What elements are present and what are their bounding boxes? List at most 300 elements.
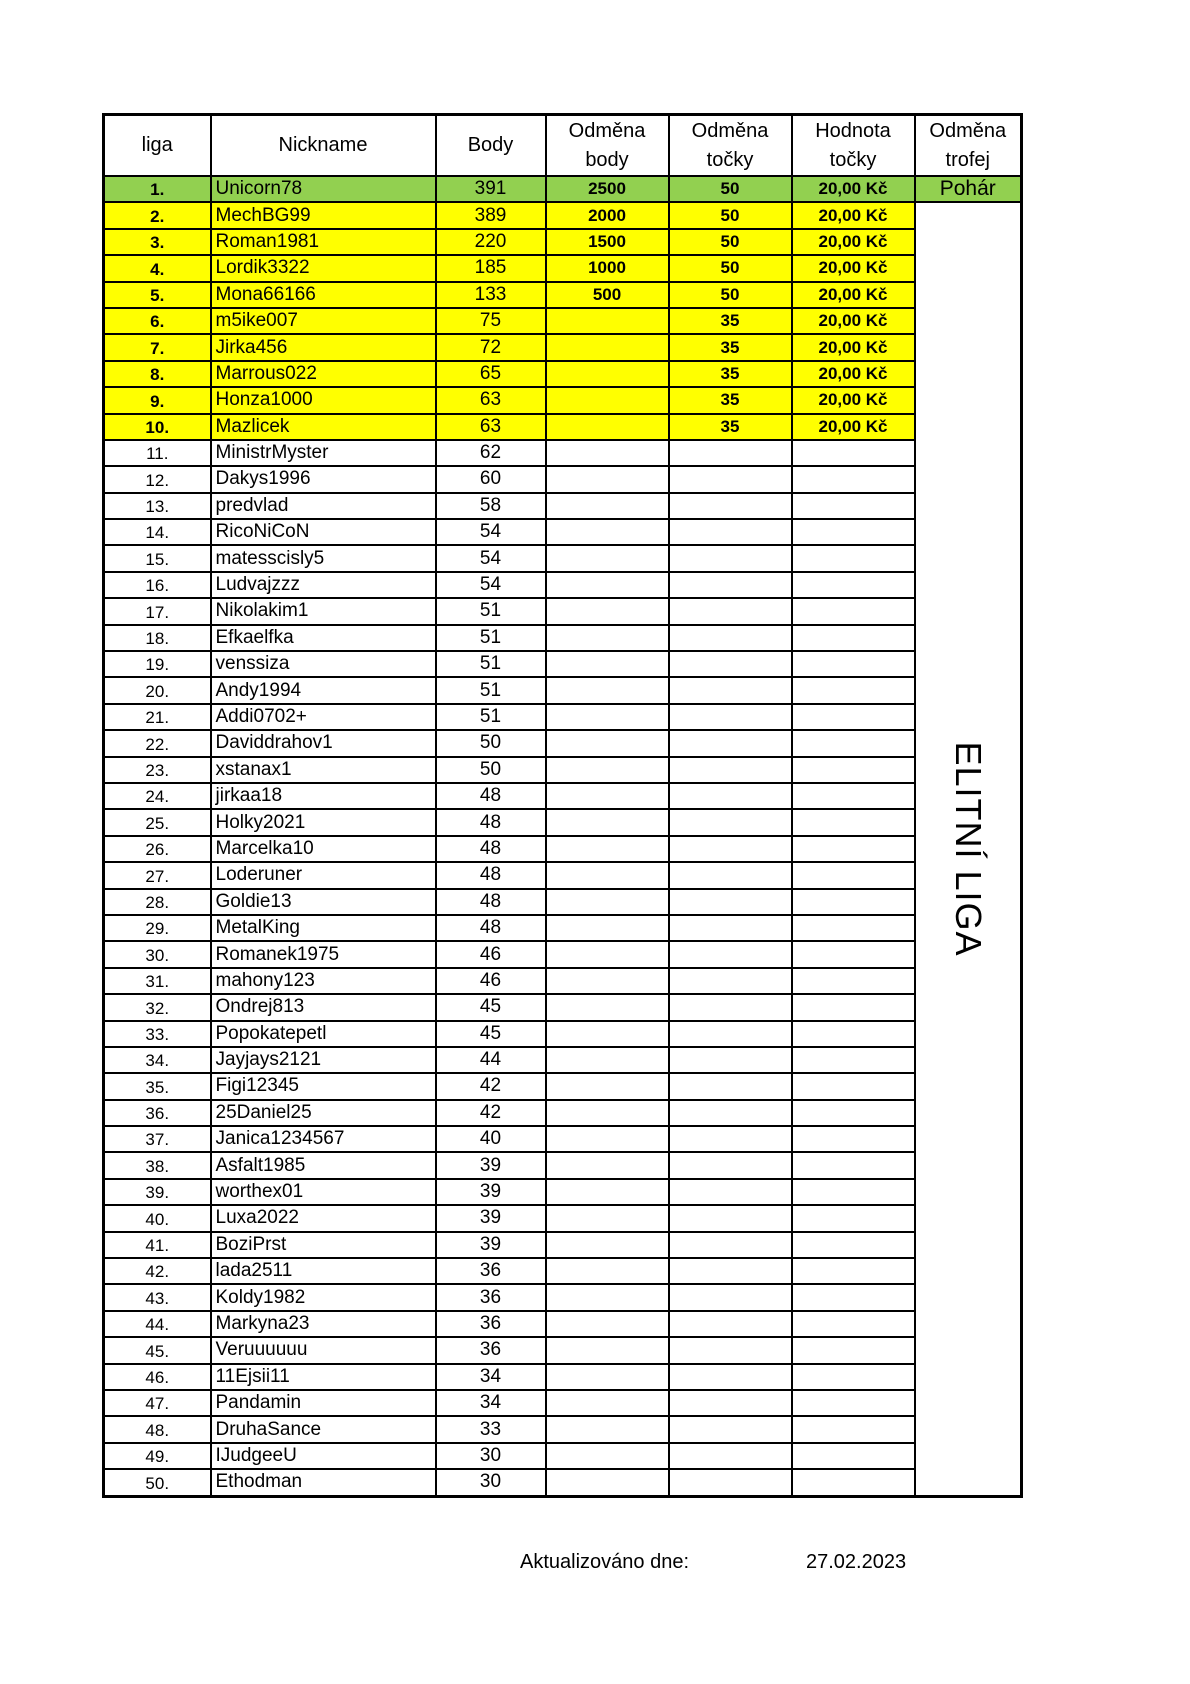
rank-cell: 31. [104, 968, 211, 994]
nickname-cell: Efkaelfka [211, 625, 436, 651]
tocky-value-cell [792, 1232, 915, 1258]
tocky-value-cell: 20,00 Kč [792, 308, 915, 334]
rank-cell: 37. [104, 1126, 211, 1152]
reward-tocky-cell [669, 625, 792, 651]
reward-points-cell [546, 1284, 669, 1310]
elite-league-label: ELITNÍ LIGA [947, 741, 989, 957]
nickname-cell: Holky2021 [211, 809, 436, 835]
nickname-cell: Asfalt1985 [211, 1152, 436, 1178]
nickname-cell: mahony123 [211, 968, 436, 994]
reward-points-cell [546, 1021, 669, 1047]
rank-cell: 44. [104, 1311, 211, 1337]
nickname-cell: Unicorn78 [211, 176, 436, 202]
tocky-value-cell [792, 1126, 915, 1152]
tocky-value-cell [792, 730, 915, 756]
reward-points-cell: 1500 [546, 229, 669, 255]
tocky-value-cell: 20,00 Kč [792, 255, 915, 281]
reward-points-cell [546, 836, 669, 862]
points-cell: 39 [436, 1152, 546, 1178]
table-row [104, 625, 1022, 651]
rank-cell: 21. [104, 704, 211, 730]
points-cell: 39 [436, 1205, 546, 1231]
reward-tocky-cell [669, 941, 792, 967]
points-cell: 72 [436, 334, 546, 360]
tocky-value-cell [792, 1469, 915, 1496]
reward-tocky-cell [669, 545, 792, 571]
reward-points-cell [546, 493, 669, 519]
rank-cell: 20. [104, 677, 211, 703]
reward-tocky-cell [669, 1258, 792, 1284]
nickname-cell: RicoNiCoN [211, 519, 436, 545]
table-row [104, 1364, 1022, 1390]
reward-tocky-cell [669, 1416, 792, 1442]
table-row [104, 1179, 1022, 1205]
nickname-cell: Roman1981 [211, 229, 436, 255]
reward-tocky-cell [669, 1232, 792, 1258]
rank-cell: 18. [104, 625, 211, 651]
rank-cell: 49. [104, 1443, 211, 1469]
table-row [104, 176, 1022, 202]
tocky-value-cell [792, 625, 915, 651]
rank-cell: 36. [104, 1100, 211, 1126]
reward-tocky-cell [669, 915, 792, 941]
reward-points-cell [546, 545, 669, 571]
reward-points-cell [546, 1443, 669, 1469]
reward-tocky-cell [669, 809, 792, 835]
points-cell: 51 [436, 598, 546, 624]
reward-tocky-cell: 35 [669, 414, 792, 440]
reward-points-cell [546, 1390, 669, 1416]
points-cell: 30 [436, 1469, 546, 1496]
reward-points-cell [546, 1258, 669, 1284]
reward-points-cell [546, 572, 669, 598]
tocky-value-cell [792, 545, 915, 571]
reward-points-cell [546, 1073, 669, 1099]
reward-tocky-cell [669, 1152, 792, 1178]
reward-tocky-cell: 50 [669, 229, 792, 255]
header-odmena-tocky: Odměna točky [669, 115, 792, 177]
tocky-value-cell [792, 1179, 915, 1205]
table-row [104, 1337, 1022, 1363]
points-cell: 75 [436, 308, 546, 334]
updated-date: 27.02.2023 [806, 1551, 907, 1573]
rank-cell: 48. [104, 1416, 211, 1442]
reward-points-cell [546, 968, 669, 994]
nickname-cell: MechBG99 [211, 202, 436, 228]
header-liga: liga [104, 115, 211, 177]
points-cell: 58 [436, 493, 546, 519]
nickname-cell: Romanek1975 [211, 941, 436, 967]
tocky-value-cell [792, 1100, 915, 1126]
tocky-value-cell [792, 519, 915, 545]
table-row [104, 598, 1022, 624]
nickname-cell: Lordik3322 [211, 255, 436, 281]
rank-cell: 32. [104, 994, 211, 1020]
header-nickname: Nickname [211, 115, 436, 177]
tocky-value-cell [792, 1021, 915, 1047]
rank-cell: 13. [104, 493, 211, 519]
table-row [104, 387, 1022, 413]
table-row [104, 730, 1022, 756]
nickname-cell: Daviddrahov1 [211, 730, 436, 756]
rank-cell: 27. [104, 862, 211, 888]
nickname-cell: xstanax1 [211, 757, 436, 783]
rank-cell: 43. [104, 1284, 211, 1310]
tocky-value-cell [792, 783, 915, 809]
nickname-cell: Pandamin [211, 1390, 436, 1416]
tocky-value-cell: 20,00 Kč [792, 176, 915, 202]
nickname-cell: IJudgeeU [211, 1443, 436, 1469]
reward-points-cell [546, 625, 669, 651]
rank-cell: 47. [104, 1390, 211, 1416]
points-cell: 46 [436, 941, 546, 967]
tocky-value-cell [792, 677, 915, 703]
reward-tocky-cell [669, 1337, 792, 1363]
tocky-value-cell [792, 1311, 915, 1337]
reward-points-cell [546, 1047, 669, 1073]
points-cell: 51 [436, 625, 546, 651]
nickname-cell: Koldy1982 [211, 1284, 436, 1310]
tocky-value-cell [792, 915, 915, 941]
points-cell: 51 [436, 704, 546, 730]
table-row [104, 941, 1022, 967]
reward-tocky-cell [669, 783, 792, 809]
table-row [104, 915, 1022, 941]
points-cell: 185 [436, 255, 546, 281]
reward-points-cell [546, 704, 669, 730]
nickname-cell: 11Ejsii11 [211, 1364, 436, 1390]
reward-points-cell [546, 757, 669, 783]
reward-tocky-cell [669, 519, 792, 545]
reward-points-cell: 500 [546, 282, 669, 308]
rank-cell: 4. [104, 255, 211, 281]
table-row [104, 519, 1022, 545]
league-table-body [104, 176, 1022, 1496]
table-row [104, 361, 1022, 387]
table-row [104, 1047, 1022, 1073]
table-row [104, 1390, 1022, 1416]
rank-cell: 6. [104, 308, 211, 334]
table-row [104, 1100, 1022, 1126]
nickname-cell: Nikolakim1 [211, 598, 436, 624]
rank-cell: 23. [104, 757, 211, 783]
reward-points-cell [546, 1311, 669, 1337]
table-row [104, 414, 1022, 440]
points-cell: 34 [436, 1390, 546, 1416]
table-row [104, 836, 1022, 862]
table-row [104, 202, 1022, 228]
tocky-value-cell [792, 1390, 915, 1416]
points-cell: 48 [436, 862, 546, 888]
table-row [104, 968, 1022, 994]
points-cell: 48 [436, 915, 546, 941]
points-cell: 54 [436, 572, 546, 598]
nickname-cell: DruhaSance [211, 1416, 436, 1442]
nickname-cell: worthex01 [211, 1179, 436, 1205]
tocky-value-cell: 20,00 Kč [792, 202, 915, 228]
rank-cell: 45. [104, 1337, 211, 1363]
tocky-value-cell [792, 1152, 915, 1178]
points-cell: 36 [436, 1258, 546, 1284]
tocky-value-cell: 20,00 Kč [792, 387, 915, 413]
reward-points-cell: 2500 [546, 176, 669, 202]
league-table [102, 113, 1023, 1498]
tocky-value-cell [792, 994, 915, 1020]
tocky-value-cell [792, 493, 915, 519]
reward-tocky-cell [669, 1021, 792, 1047]
reward-tocky-cell [669, 836, 792, 862]
rank-cell: 38. [104, 1152, 211, 1178]
points-cell: 36 [436, 1311, 546, 1337]
rank-cell: 7. [104, 334, 211, 360]
reward-points-cell [546, 334, 669, 360]
reward-points-cell: 1000 [546, 255, 669, 281]
table-row [104, 1258, 1022, 1284]
reward-tocky-cell [669, 1311, 792, 1337]
reward-points-cell [546, 1416, 669, 1442]
reward-tocky-cell [669, 1100, 792, 1126]
reward-points-cell [546, 994, 669, 1020]
points-cell: 42 [436, 1073, 546, 1099]
table-row [104, 1284, 1022, 1310]
reward-tocky-cell [669, 1047, 792, 1073]
table-row [104, 493, 1022, 519]
reward-tocky-cell [669, 1205, 792, 1231]
nickname-cell: Ludvajzzz [211, 572, 436, 598]
table-row [104, 1126, 1022, 1152]
rank-cell: 29. [104, 915, 211, 941]
reward-points-cell [546, 414, 669, 440]
header-row [104, 115, 1022, 177]
tocky-value-cell [792, 1258, 915, 1284]
table-row [104, 308, 1022, 334]
nickname-cell: Andy1994 [211, 677, 436, 703]
nickname-cell: Jirka456 [211, 334, 436, 360]
points-cell: 48 [436, 809, 546, 835]
nickname-cell: 25Daniel25 [211, 1100, 436, 1126]
table-row [104, 545, 1022, 571]
table-row [104, 862, 1022, 888]
rank-cell: 11. [104, 440, 211, 466]
reward-tocky-cell: 50 [669, 176, 792, 202]
tocky-value-cell [792, 836, 915, 862]
reward-tocky-cell [669, 968, 792, 994]
nickname-cell: Popokatepetl [211, 1021, 436, 1047]
points-cell: 220 [436, 229, 546, 255]
table-row [104, 783, 1022, 809]
table-row [104, 229, 1022, 255]
table-row [104, 704, 1022, 730]
reward-tocky-cell [669, 862, 792, 888]
tocky-value-cell [792, 704, 915, 730]
tocky-value-cell: 20,00 Kč [792, 334, 915, 360]
reward-points-cell [546, 361, 669, 387]
table-row [104, 334, 1022, 360]
tocky-value-cell [792, 1284, 915, 1310]
reward-tocky-cell [669, 440, 792, 466]
table-row [104, 651, 1022, 677]
reward-tocky-cell [669, 466, 792, 492]
header-odmena-trofej: Odměna trofej [915, 115, 1022, 177]
rank-cell: 17. [104, 598, 211, 624]
rank-cell: 28. [104, 889, 211, 915]
table-row [104, 1443, 1022, 1469]
points-cell: 48 [436, 889, 546, 915]
rank-cell: 10. [104, 414, 211, 440]
points-cell: 34 [436, 1364, 546, 1390]
table-row [104, 572, 1022, 598]
nickname-cell: Markyna23 [211, 1311, 436, 1337]
table-row [104, 466, 1022, 492]
tocky-value-cell: 20,00 Kč [792, 361, 915, 387]
rank-cell: 1. [104, 176, 211, 202]
points-cell: 51 [436, 651, 546, 677]
rank-cell: 26. [104, 836, 211, 862]
reward-points-cell [546, 889, 669, 915]
points-cell: 391 [436, 176, 546, 202]
points-cell: 50 [436, 757, 546, 783]
rank-cell: 50. [104, 1469, 211, 1496]
reward-tocky-cell: 35 [669, 387, 792, 413]
points-cell: 60 [436, 466, 546, 492]
tocky-value-cell: 20,00 Kč [792, 282, 915, 308]
points-cell: 46 [436, 968, 546, 994]
points-cell: 62 [436, 440, 546, 466]
reward-points-cell [546, 783, 669, 809]
tocky-value-cell [792, 1416, 915, 1442]
rank-cell: 42. [104, 1258, 211, 1284]
table-row [104, 1469, 1022, 1496]
points-cell: 42 [436, 1100, 546, 1126]
points-cell: 65 [436, 361, 546, 387]
nickname-cell: m5ike007 [211, 308, 436, 334]
reward-points-cell: 2000 [546, 202, 669, 228]
points-cell: 40 [436, 1126, 546, 1152]
reward-points-cell [546, 1152, 669, 1178]
reward-points-cell [546, 862, 669, 888]
reward-tocky-cell [669, 1179, 792, 1205]
tocky-value-cell [792, 598, 915, 624]
tocky-value-cell [792, 809, 915, 835]
reward-points-cell [546, 941, 669, 967]
table-row [104, 1205, 1022, 1231]
table-row [104, 1152, 1022, 1178]
reward-points-cell [546, 809, 669, 835]
table-row [104, 1416, 1022, 1442]
reward-tocky-cell [669, 704, 792, 730]
nickname-cell: Dakys1996 [211, 466, 436, 492]
reward-points-cell [546, 1364, 669, 1390]
nickname-cell: Marrous022 [211, 361, 436, 387]
header-body: Body [436, 115, 546, 177]
nickname-cell: BoziPrst [211, 1232, 436, 1258]
updated-label: Aktualizováno dne: [520, 1551, 690, 1573]
points-cell: 39 [436, 1232, 546, 1258]
table-row [104, 889, 1022, 915]
tocky-value-cell: 20,00 Kč [792, 414, 915, 440]
table-row [104, 809, 1022, 835]
nickname-cell: Luxa2022 [211, 1205, 436, 1231]
table-row [104, 757, 1022, 783]
reward-tocky-cell [669, 994, 792, 1020]
elite-league-cell [915, 202, 1022, 1496]
table-row [104, 282, 1022, 308]
rank-cell: 16. [104, 572, 211, 598]
reward-tocky-cell [669, 889, 792, 915]
reward-tocky-cell: 35 [669, 361, 792, 387]
reward-tocky-cell: 35 [669, 334, 792, 360]
nickname-cell: predvlad [211, 493, 436, 519]
reward-points-cell [546, 440, 669, 466]
points-cell: 45 [436, 994, 546, 1020]
reward-tocky-cell: 50 [669, 255, 792, 281]
tocky-value-cell [792, 651, 915, 677]
points-cell: 48 [436, 783, 546, 809]
reward-points-cell [546, 915, 669, 941]
reward-tocky-cell [669, 1469, 792, 1496]
tocky-value-cell: 20,00 Kč [792, 229, 915, 255]
reward-points-cell [546, 1205, 669, 1231]
reward-points-cell [546, 598, 669, 624]
rank-cell: 35. [104, 1073, 211, 1099]
reward-tocky-cell [669, 1073, 792, 1099]
points-cell: 54 [436, 519, 546, 545]
tocky-value-cell [792, 1364, 915, 1390]
points-cell: 48 [436, 836, 546, 862]
tocky-value-cell [792, 1205, 915, 1231]
points-cell: 133 [436, 282, 546, 308]
reward-tocky-cell [669, 1126, 792, 1152]
points-cell: 30 [436, 1443, 546, 1469]
header-hodnota-tocky: Hodnota točky [792, 115, 915, 177]
rank-cell: 41. [104, 1232, 211, 1258]
rank-cell: 3. [104, 229, 211, 255]
tocky-value-cell [792, 1443, 915, 1469]
table-row [104, 255, 1022, 281]
reward-tocky-cell [669, 598, 792, 624]
reward-points-cell [546, 1469, 669, 1496]
rank-cell: 5. [104, 282, 211, 308]
nickname-cell: matesscisly5 [211, 545, 436, 571]
points-cell: 389 [436, 202, 546, 228]
reward-tocky-cell [669, 572, 792, 598]
table-row [104, 1073, 1022, 1099]
table-row [104, 440, 1022, 466]
table-row [104, 1232, 1022, 1258]
nickname-cell: Janica1234567 [211, 1126, 436, 1152]
rank-cell: 8. [104, 361, 211, 387]
nickname-cell: lada2511 [211, 1258, 436, 1284]
rank-cell: 19. [104, 651, 211, 677]
header-odmena-body: Odměna body [546, 115, 669, 177]
reward-tocky-cell [669, 493, 792, 519]
nickname-cell: Loderuner [211, 862, 436, 888]
rank-cell: 12. [104, 466, 211, 492]
tocky-value-cell [792, 941, 915, 967]
tocky-value-cell [792, 1073, 915, 1099]
points-cell: 51 [436, 677, 546, 703]
points-cell: 36 [436, 1337, 546, 1363]
rank-cell: 24. [104, 783, 211, 809]
reward-points-cell [546, 519, 669, 545]
reward-tocky-cell [669, 1364, 792, 1390]
reward-tocky-cell [669, 1443, 792, 1469]
reward-points-cell [546, 308, 669, 334]
reward-points-cell [546, 1126, 669, 1152]
reward-tocky-cell: 35 [669, 308, 792, 334]
points-cell: 39 [436, 1179, 546, 1205]
nickname-cell: Goldie13 [211, 889, 436, 915]
